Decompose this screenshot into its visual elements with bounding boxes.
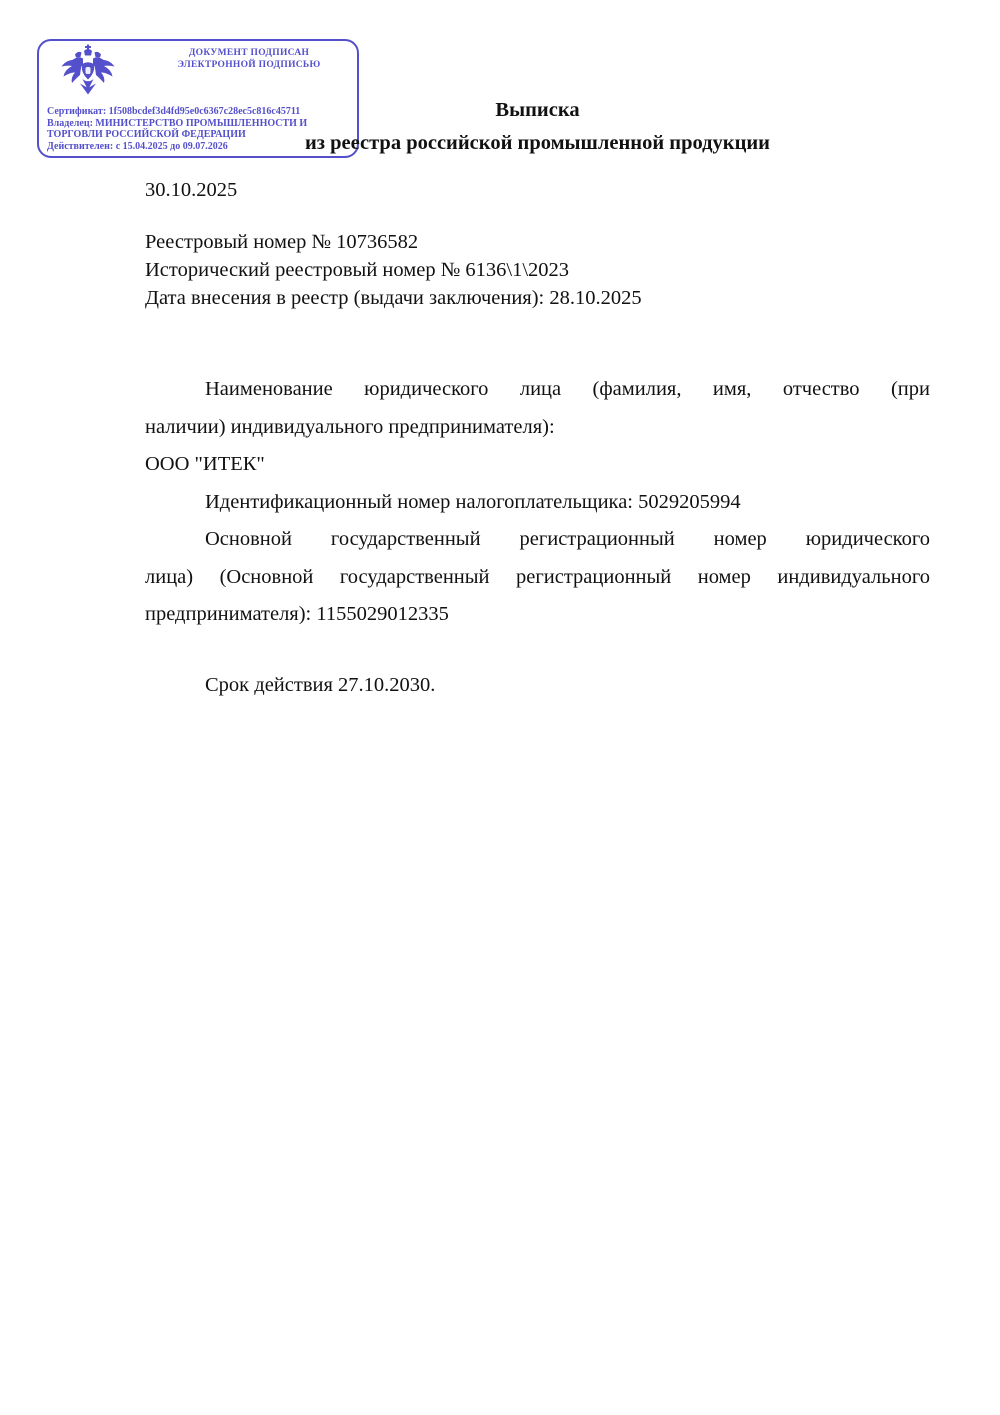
document-body (145, 176, 930, 704)
ogrn-line3: предпринимателя): 1155029012335 (145, 603, 449, 625)
stamp-owner-line1: Владелец: МИНИСТЕРСТВО ПРОМЫШЛЕННОСТИ И (47, 117, 308, 129)
historical-registry-number: Исторический реестровый номер № 6136\1\2023 (145, 259, 570, 281)
document-date: 30.10.2025 (145, 179, 238, 201)
russian-coat-of-arms-icon (58, 43, 118, 105)
stamp-owner-line2: ТОРГОВЛИ РОССИЙСКОЙ ФЕДЕРАЦИИ (47, 129, 246, 141)
entity-name-label-line1: Наименование юридического лица (фамилия, имя, отчество (при (205, 378, 930, 400)
registry-entry-date: Дата внесения в реестр (выдачи заключения): 28.10.2025 (145, 287, 642, 309)
taxpayer-id-line: Идентификационный номер налогоплательщика: 5029205994 (205, 490, 741, 513)
registry-block (145, 228, 930, 312)
entity-name-label-line2: наличии) индивидуального предпринимателя): (145, 415, 555, 438)
entity-details-block (145, 371, 930, 704)
stamp-header-line1: ДОКУМЕНТ ПОДПИСАН (188, 48, 310, 58)
validity-period-line: Срок действия 27.10.2030. (205, 673, 436, 696)
document-title (145, 94, 930, 160)
document-title-line2: из реестра российской промышленной продукции (304, 132, 770, 154)
registry-number: Реестровый номер № 10736582 (145, 231, 419, 253)
ogrn-line1: Основной государственный регистрационный номер юридического (205, 528, 930, 550)
stamp-header-line2: ЭЛЕКТРОННОЙ ПОДПИСЬЮ (177, 59, 321, 70)
entity-name-value: ООО "ИТЕК" (145, 453, 265, 475)
stamp-certificate: Сертификат: 1f508bcdef3d4fd95e0c6367c28ec5c816c45711 (47, 105, 301, 117)
stamp-validity: Действителен: с 15.04.2025 до 09.07.2026 (47, 141, 228, 153)
stamp-header (144, 48, 354, 71)
document-title-line1: Выписка (495, 99, 580, 121)
ogrn-line2: лица) (Основной государственный регистрационный номер индивидуального (145, 565, 930, 588)
